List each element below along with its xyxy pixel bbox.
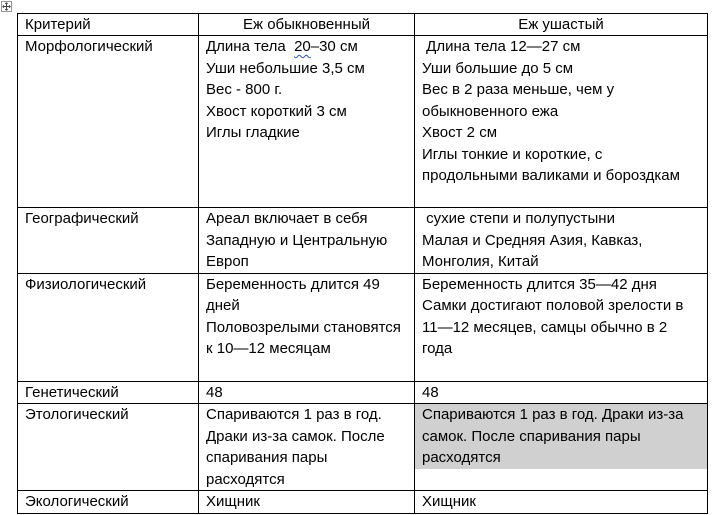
header-criterion[interactable]: Критерий [18, 14, 199, 36]
text-line: Длина тела 20–30 см [206, 38, 358, 55]
text-line: Хвост короткий 3 см [206, 102, 347, 120]
text-line: Иглы тонкие и короткие, с продольными валиками и бороздкам [422, 145, 680, 184]
criteria-table [17, 13, 708, 514]
text-line: Ареал включает в себя Западную и Центральную Европ [206, 210, 388, 270]
cell-eared-physiological[interactable] [415, 273, 708, 381]
cell-common-ethological[interactable] [199, 404, 415, 491]
cell-eared-ethological[interactable] [415, 404, 708, 491]
cell-eared-geographic[interactable] [415, 208, 708, 274]
table-move-handle-icon[interactable] [1, 1, 12, 12]
cell-common-genetic[interactable]: 48 [199, 381, 415, 404]
text-line: Половозрелыми становятся к 10—12 месяцам [206, 318, 401, 357]
table-row-physiological [18, 273, 708, 381]
table-row-genetic [18, 381, 708, 404]
cell-common-ecological[interactable]: Хищник [199, 491, 415, 514]
cell-criterion-physiological[interactable]: Физиологический [18, 273, 199, 381]
cell-eared-morphological[interactable] [415, 36, 708, 208]
cell-criterion-morphological[interactable]: Морфологический [18, 36, 199, 208]
text-line: Вес в 2 раза меньше, чем у обыкновенного ежа [422, 81, 615, 120]
text-line: Спариваются 1 раз в год. Драки из-за самок. После спаривания пары расходятся [206, 406, 385, 488]
table-header-row [18, 14, 708, 36]
text-line: Беременность длится 49 дней [206, 275, 380, 314]
cell-common-morphological[interactable] [199, 36, 415, 208]
text-line: Иглы гладкие [206, 124, 300, 141]
table-row-geographic [18, 208, 708, 274]
text-line: Уши небольшие 3,5 см [206, 59, 365, 77]
text-line: Уши большие до 5 см [422, 59, 574, 77]
cell-eared-ecological[interactable]: Хищник [415, 491, 708, 514]
text-line: Малая и Средняя Азия, Кавказ, Монголия, Китай [422, 231, 643, 270]
cell-common-geographic[interactable] [199, 208, 415, 274]
cell-criterion-ethological[interactable]: Этологический [18, 404, 199, 491]
text-line: Беременность длится 35—42 дня [422, 275, 657, 293]
text-line: Хвост 2 см [422, 124, 498, 141]
header-common-hedgehog[interactable]: Еж обыкновенный [199, 14, 415, 36]
text-line: Длина тела 12—27 см [422, 38, 581, 55]
cell-common-physiological[interactable] [199, 273, 415, 381]
text-line: сухие степи и полупустыни [422, 210, 615, 227]
table-row-ethological [18, 404, 708, 491]
text-line: Вес - 800 г. [206, 81, 283, 98]
header-eared-hedgehog[interactable]: Еж ушастый [415, 14, 708, 36]
cell-criterion-geographic[interactable]: Географический [18, 208, 199, 274]
cell-criterion-ecological[interactable]: Экологический [18, 491, 199, 514]
cell-eared-genetic[interactable]: 48 [415, 381, 708, 404]
table-row-ecological [18, 491, 708, 514]
table-row-morphological [18, 36, 708, 208]
spellcheck-underlined-word: 20 [294, 38, 311, 55]
text-line: Самки достигают половой зрелости в 11—12 месяцев, самцы обычно в 2 года [422, 297, 684, 357]
highlighted-selection-text: Спариваются 1 раз в год. Драки из-за самок. После спаривания пары расходятся [415, 404, 707, 469]
cell-criterion-genetic[interactable]: Генетический [18, 381, 199, 404]
